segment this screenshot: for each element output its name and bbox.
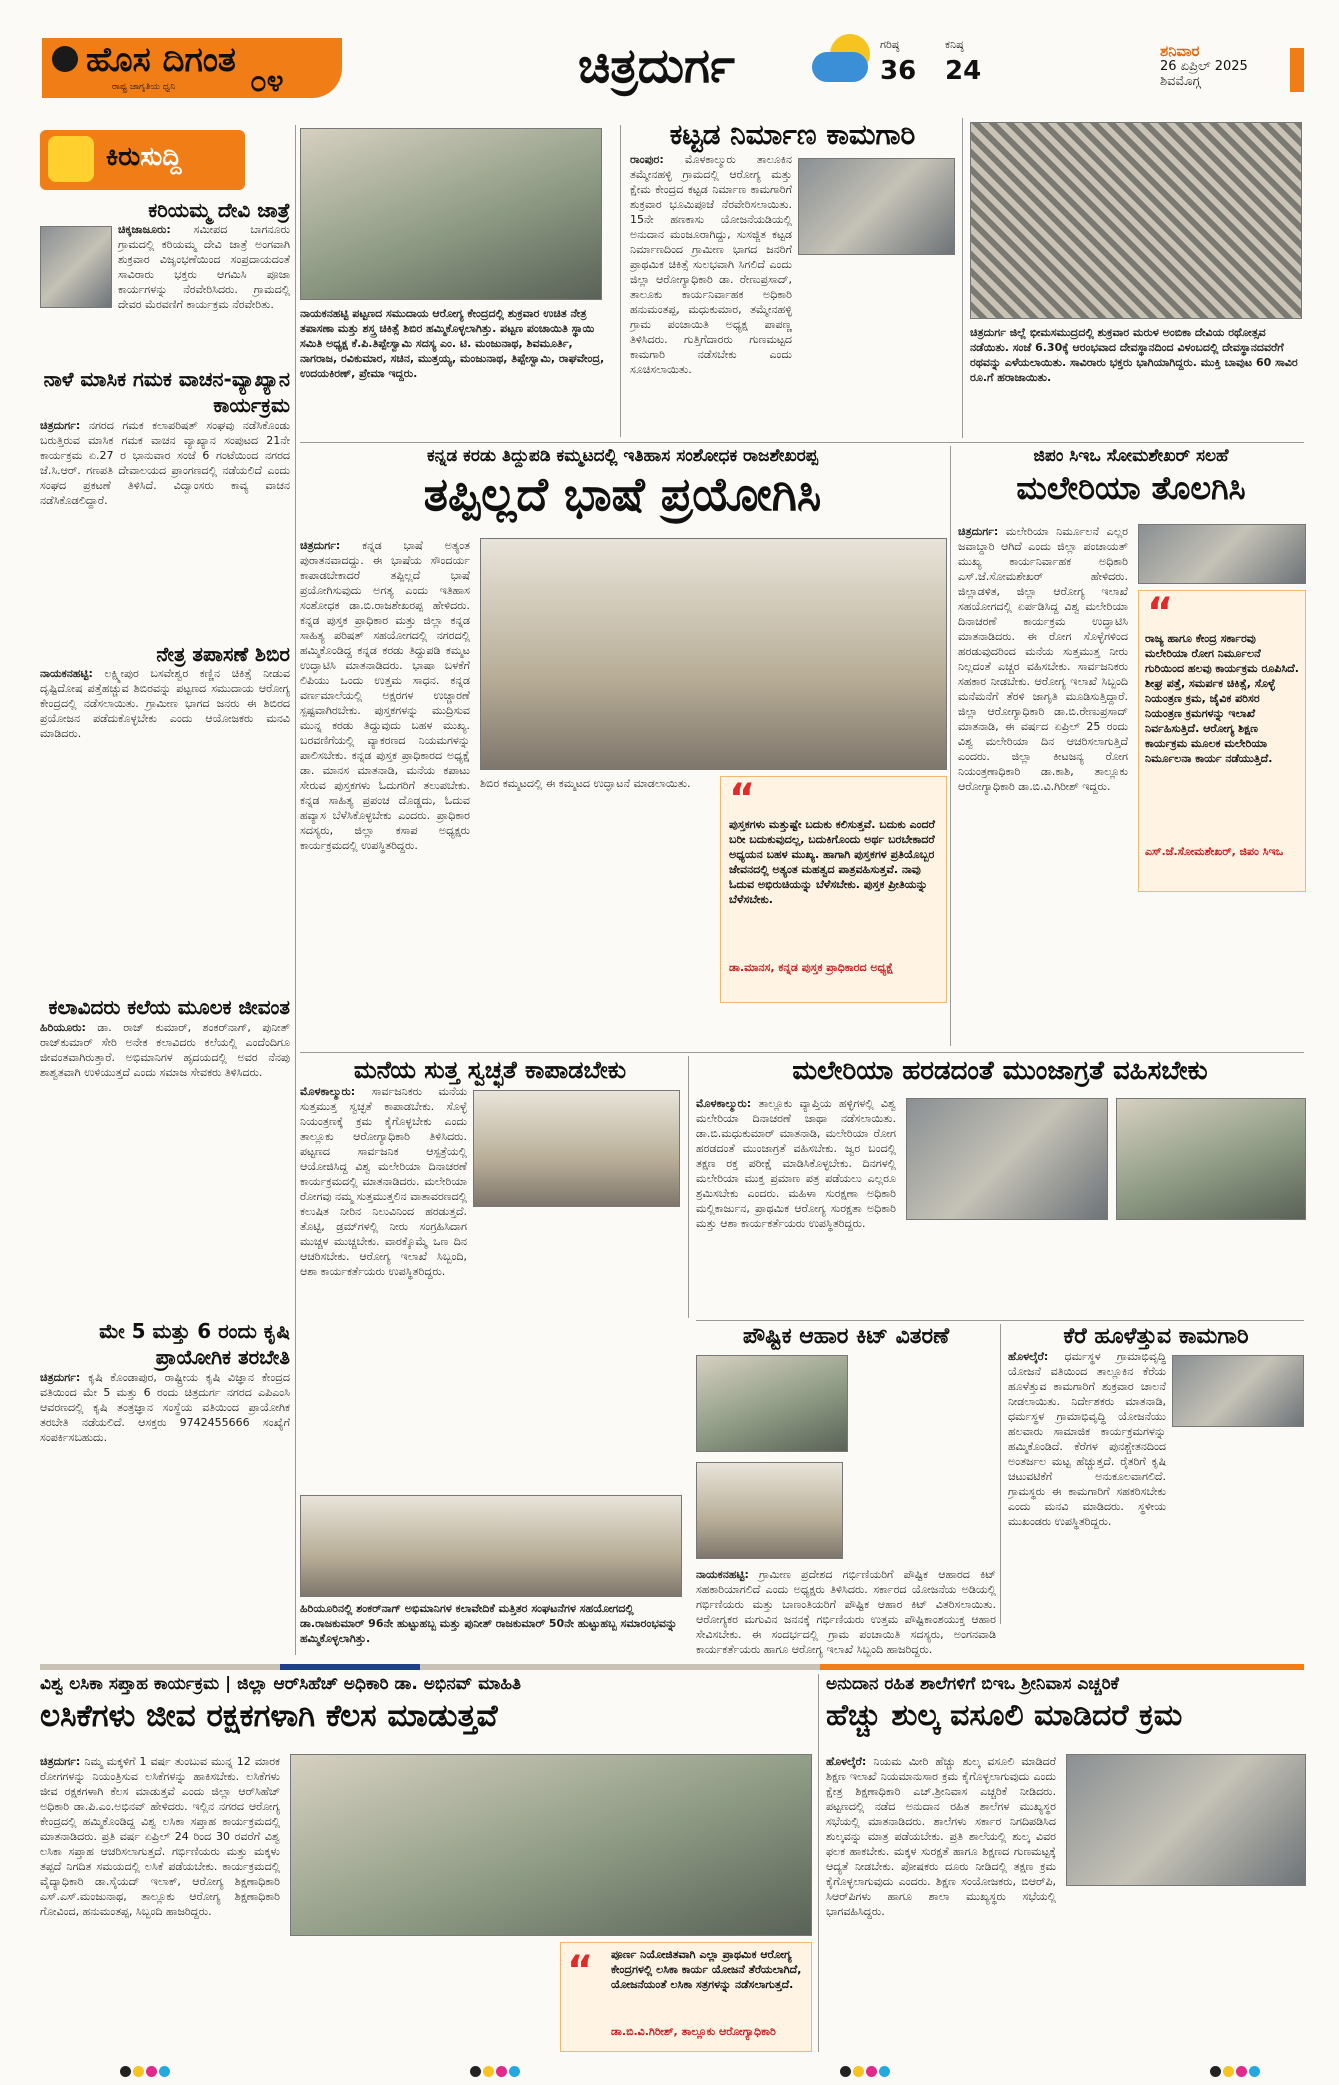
malaria-precaution-body xyxy=(696,1096,896,1316)
malaria-precaution-title: ಮಲೇರಿಯಾ ಹರಡದಂತೆ ಮುಂಜಾಗ್ರತೆ ವಹಿಸಬೇಕು xyxy=(792,1056,1208,1086)
short-news-item xyxy=(40,1318,290,1608)
print-registration-dots xyxy=(120,2062,172,2081)
short-news-item xyxy=(40,366,290,642)
short-news-item xyxy=(40,994,290,1318)
body-text: ಕೃಷಿ ಕೊಂಡಾಪುರ, ರಾಷ್ಟ್ರೀಯ ಕೃಷಿ ವಿಜ್ಞಾನ ಕೇಂದ್ರದ ವತಿಯಿಂದ ಮೇ 5 ಮತ್ತು 6 ರಂದು ಚಿತ್ರದುರ್ಗ ನಗರದ ಎಪಿಎಂಸಿ ಆವರಣದಲ್ಲಿ ಕೃಷಿ ತಂತ್ರಜ್ಞಾನ ಸಂಸ್ಥೆಯ ವತಿಯಿಂದ ಪ್ರಾಯೋಗಿಕ ತರಬೇತಿ ನಡೆಯಲಿದೆ. ಆಸಕ್ತರು 9742455666 ಸಂಖ್ಯೆಗೆ ಸಂಪರ್ಕಿಸಬಹುದು. xyxy=(40,1371,290,1444)
dateline: ಮೊಳಕಾಲ್ಮುರು: xyxy=(696,1097,752,1110)
body-text: ಗ್ರಾಮೀಣ ಪ್ರದೇಶದ ಗರ್ಭಿಣಿಯರಿಗೆ ಪೌಷ್ಟಿಕ ಆಹಾರದ ಕಿಟ್ ಸಹಕಾರಿಯಾಗಲಿದೆ ಎಂದು ಅಧ್ಯಕ್ಷರು ತಿಳಿಸಿದರು. ಸರ್ಕಾರದ ಯೋಜನೆಯ ಅಡಿಯಲ್ಲಿ ಗರ್ಭಿಣಿಯರು ಮತ್ತು ಬಾಣಂತಿಯರಿಗೆ ಪೌಷ್ಟಿಕ ಆಹಾರ ಕಿಟ್ ವಿತರಿಸಲಾಯಿತು. ಆರೋಗ್ಯಕರ ಮಗುವಿನ ಜನನಕ್ಕೆ ಗರ್ಭಿಣಿಯರು ಉತ್ತಮ ಪೌಷ್ಟಿಕಾಂಶಯುಕ್ತ ಆಹಾರ ಸೇವಿಸಬೇಕು. ಈ ಸಂದರ್ಭದಲ್ಲಿ ಗ್ರಾಮ ಪಂಚಾಯಿತಿ ಸದಸ್ಯರು, ಅಂಗನವಾಡಿ ಕಾರ್ಯಕರ್ತೆಯರು ಹಾಗೂ ಆರೋಗ್ಯ ಇಲಾಖೆ ಸಿಬ್ಬಂದಿ ಹಾಜರಿದ್ದರು. xyxy=(696,1568,996,1656)
building-body xyxy=(630,152,792,422)
quote-icon: “ xyxy=(1147,590,1174,636)
building-story xyxy=(630,118,955,436)
short-news-column xyxy=(40,198,290,1608)
body-text: ನಗರದ ಗಮಕ ಕಲಾಪರಿಷತ್ ಸಂಘವು ನಡೆಸಿಕೊಂಡು ಬರುತ್ತಿರುವ ಮಾಸಿಕ ಗಮಕ ವಾಚನ ವ್ಯಾಖ್ಯಾನ ಸಂಪುಟದ 21ನೇ ಕಾರ್ಯಕ್ರಮ ಏ.27 ರ ಭಾನುವಾರ ಸಂಜೆ 6 ಗಂಟೆಯಿಂದ ನಗರದ ಜೆ.ಸಿ.ಆರ್. ಗಣಪತಿ ದೇವಾಲಯದ ಪ್ರಾಂಗಣದಲ್ಲಿ ನಡೆಯಲಿದೆ ಎಂದು ಸಂಘದ ಪ್ರಕಟಣೆ ತಿಳಿಸಿದೆ. ವಿದ್ವಾಂಸರು ಕಾವ್ಯ ವಾಚನ ನಡೆಸಿಕೊಡಲಿದ್ದಾರೆ. xyxy=(40,419,290,507)
lead-story xyxy=(300,446,945,1051)
short-news-body xyxy=(40,1020,290,1284)
brand-part-a: ಕಿರು xyxy=(106,142,141,172)
brand-part-b: ಸುದ್ದಿ xyxy=(140,142,182,172)
dateline: ಹೊಳಲ್ಕೆರೆ: xyxy=(826,1755,867,1768)
dateline: ಚಿತ್ರದುರ್ಗ: xyxy=(40,1755,81,1768)
lake-body xyxy=(1008,1349,1166,1611)
column-divider xyxy=(688,1056,689,1318)
section-accent-blue xyxy=(280,1664,420,1670)
birthday-event-photo xyxy=(300,1495,682,1597)
weekday: ಶನಿವಾರ xyxy=(1160,42,1200,60)
kiru-suddi-banner xyxy=(40,130,245,190)
eye-camp-photo xyxy=(300,128,602,300)
lead-body-col1 xyxy=(300,538,470,1043)
dateline: ನಾಯಕನಹಟ್ಟಿ: xyxy=(40,667,93,680)
quote-icon: “ xyxy=(567,1948,594,1994)
logo-tagline: ರಾಷ್ಟ್ರ ಜಾಗೃತಿಯ ಧ್ವನಿ xyxy=(112,82,176,92)
vaccine-quote-author: ಡಾ.ಬಿ.ವಿ.ಗಿರೀಶ್, ತಾಲ್ಲೂಕು ಆರೋಗ್ಯಾಧಿಕಾರಿ xyxy=(611,2025,776,2038)
column-divider xyxy=(295,125,296,1655)
date: 26 ಏಪ್ರಿಲ್ 2025 xyxy=(1160,59,1248,74)
building-photo xyxy=(798,158,955,255)
min-temp-label: ಕನಿಷ್ಠ xyxy=(945,38,964,51)
logo-emblem-icon xyxy=(52,46,78,72)
vaccine-body-col1 xyxy=(40,1754,280,2049)
lead-quote-author: ಡಾ.ಮಾನಸ, ಕನ್ನಡ ಪುಸ್ತಕ ಪ್ರಾಧಿಕಾರದ ಅಧ್ಯಕ್ಷೆ xyxy=(729,961,894,974)
dateline: ಮೊಳಕಾಲ್ಮುರು: xyxy=(300,1085,356,1098)
body-text: ಮೊಳಕಾಲ್ಮುರು ತಾಲೂಕಿನ ತಮ್ಮೇನಹಳ್ಳಿ ಗ್ರಾಮದಲ್ಲಿ ಆರೋಗ್ಯ ಮತ್ತು ಕ್ಷೇಮ ಕೇಂದ್ರದ ಕಟ್ಟಡ ನಿರ್ಮಾಣ ಕಾಮಗಾರಿಗೆ ಶುಕ್ರವಾರ ಭೂಮಿಪೂಜೆ ನೆರವೇರಿಸಲಾಯಿತು. 15ನೇ ಹಣಕಾಸು ಯೋಜನೆಯಡಿಯಲ್ಲಿ ಅನುದಾನ ಮಂಜೂರಾಗಿದ್ದು, ಸುಸಜ್ಜಿತ ಕಟ್ಟಡ ನಿರ್ಮಾಣದಿಂದ ಗ್ರಾಮೀಣ ಭಾಗದ ಜನರಿಗೆ ಪ್ರಾಥಮಿಕ ಚಿಕಿತ್ಸೆ ಸುಲಭವಾಗಿ ಸಿಗಲಿದೆ ಎಂದು ಜಿಲ್ಲಾ ಆರೋಗ್ಯಾಧಿಕಾರಿ ಡಾ. ರೇಣುಪ್ರಸಾದ್, ತಾಲೂಕು ಕಾರ್ಯನಿರ್ವಾಹಕ ಅಧಿಕಾರಿ ಹನುಮಂತಪ್ಪ, ಮಧುಕುಮಾರ, ತಮ್ಮೇನಹಳ್ಳಿ ಗ್ರಾಮ ಪಂಚಾಯಿತಿ ಅಧ್ಯಕ್ಷ ಪಾಪಣ್ಣ ತಿಳಿಸಿದರು. ಗುತ್ತಿಗೆದಾರರು ಗುಣಮಟ್ಟದ ಕಾಮಗಾರಿ ನಡೆಸಬೇಕು ಎಂದು ಸೂಚಿಸಲಾಯಿತು. xyxy=(630,153,792,376)
eye-camp-story xyxy=(300,128,610,433)
row-divider xyxy=(300,442,1304,443)
body-text: ಸಾರ್ವಜನಿಕರು ಮನೆಯ ಸುತ್ತಮುತ್ತ ಸ್ವಚ್ಛತೆ ಕಾಪಾಡಬೇಕು. ಸೊಳ್ಳೆ ನಿಯಂತ್ರಣಕ್ಕೆ ಕ್ರಮ ಕೈಗೊಳ್ಳಬೇಕು ಎಂದು ತಾಲ್ಲೂಕು ಆರೋಗ್ಯಾಧಿಕಾರಿ ತಿಳಿಸಿದರು. ಪಟ್ಟಣದ ಸಾರ್ವಜನಿಕ ಆಸ್ಪತ್ರೆಯಲ್ಲಿ ಆಯೋಜಿಸಿದ್ದ ವಿಶ್ವ ಮಲೇರಿಯಾ ದಿನಾಚರಣೆ ಕಾರ್ಯಕ್ರಮದಲ್ಲಿ ಮಾತನಾಡಿದರು. ಮಲೇರಿಯಾ ರೋಗವು ನಮ್ಮ ಸುತ್ತಮುತ್ತಲಿನ ವಾತಾವರಣದಲ್ಲಿ ಕಲುಷಿತ ನೀರಿನ ನಿಲುವಿನಿಂದ ಹರಡುತ್ತದೆ. ತೊಟ್ಟಿ, ಡ್ರಮ್‌ಗಳಲ್ಲಿ ನೀರು ಸಂಗ್ರಹಿಸಿದಾಗ ಮುಚ್ಚಳ ಮುಚ್ಚಬೇಕು. ವಾರಕ್ಕೊಮ್ಮೆ ಒಣ ದಿನ ಆಚರಿಸಬೇಕು. ಆರೋಗ್ಯ ಇಲಾಖೆ ಸಿಬ್ಬಂದಿ, ಆಶಾ ಕಾರ್ಯಕರ್ತೆಯರು ಉಪಸ್ಥಿತರಿದ್ದರು. xyxy=(300,1085,467,1278)
building-title: ಕಟ್ಟಡ ನಿರ್ಮಾಣ ಕಾಮಗಾರಿ xyxy=(669,118,916,151)
chariot-story xyxy=(970,122,1300,437)
newspaper-logo xyxy=(42,38,342,98)
vaccine-title: ಲಸಿಕೆಗಳು ಜೀವ ರಕ್ಷಕಗಳಾಗಿ ಕೆಲಸ ಮಾಡುತ್ತವೆ xyxy=(40,1698,498,1734)
dateline: ನಾಯಕನಹಟ್ಟಿ: xyxy=(696,1568,749,1581)
short-news-title: ಕರಿಯಮ್ಮ ದೇವಿ ಜಾತ್ರೆ xyxy=(148,198,290,222)
clean-story xyxy=(300,1056,680,1488)
dateline: ಚಿಕ್ಕಜಾಜೂರು: xyxy=(118,223,171,236)
body-text: ಡಾ. ರಾಜ್ ಕುಮಾರ್, ಶಂಕರ್‌ನಾಗ್, ಪುನೀತ್ ರಾಜ್‌ಕುಮಾರ್ ಸೇರಿ ಅನೇಕ ಕಲಾವಿದರು ಕಲೆಯಲ್ಲಿ ಎಂದೆಂದಿಗೂ ಜೀವಂತವಾಗಿರುತ್ತಾರೆ. ಅಭಿಮಾನಿಗಳ ಹೃದಯದಲ್ಲಿ ಅವರ ನೆನಪು ಶಾಶ್ವತವಾಗಿ ಉಳಿಯುತ್ತದೆ ಎಂದು ಸಮಾಜ ಸೇವಕರು ತಿಳಿಸಿದರು. xyxy=(40,1021,290,1079)
cloud-icon xyxy=(812,52,868,82)
masthead xyxy=(0,0,1339,120)
body-text: ಮಲೇರಿಯಾ ನಿರ್ಮೂಲನೆ ಎಲ್ಲರ ಜವಾಬ್ದಾರಿ ಆಗಿದೆ ಎಂದು ಜಿಲ್ಲಾ ಪಂಚಾಯತ್ ಮುಖ್ಯ ಕಾರ್ಯನಿರ್ವಾಹಕ ಅಧಿಕಾರಿ ಎಸ್.ಜೆ.ಸೋಮಶೇಖರ್ ಹೇಳಿದರು. ಜಿಲ್ಲಾಡಳಿತ, ಜಿಲ್ಲಾ ಆರೋಗ್ಯ ಇಲಾಖೆ ಸಹಯೋಗದಲ್ಲಿ ಏರ್ಪಡಿಸಿದ್ದ ವಿಶ್ವ ಮಲೇರಿಯಾ ದಿನಾಚರಣೆ ಕಾರ್ಯಕ್ರಮ ಉದ್ಘಾಟಿಸಿ ಮಾತನಾಡಿದರು. ಈ ರೋಗ ಸೊಳ್ಳೆಗಳಿಂದ ಹರಡುವುದರಿಂದ ಮನೆಯ ಸುತ್ತಮುತ್ತ ನೀರು ನಿಲ್ಲದಂತೆ ಎಚ್ಚರ ವಹಿಸಬೇಕು. ಸಾರ್ವಜನಿಕರು ಸಹಕಾರ ನೀಡಬೇಕು. ಆರೋಗ್ಯ ಇಲಾಖೆ ಸಿಬ್ಬಂದಿ ಮನೆಮನೆಗೆ ತೆರಳಿ ಜಾಗೃತಿ ಮೂಡಿಸುತ್ತಿದ್ದಾರೆ. ಜಿಲ್ಲಾ ಆರೋಗ್ಯಾಧಿಕಾರಿ ಡಾ.ಬಿ.ರೇಣುಪ್ರಸಾದ್ ಮಾತನಾಡಿ, ಈ ವರ್ಷದ ಏಪ್ರಿಲ್ 25 ರಂದು ವಿಶ್ವ ಮಲೇರಿಯಾ ದಿನ ಆಚರಿಸಲಾಗುತ್ತಿದೆ ಎಂದರು. ಜಿಲ್ಲಾ ಕೀಟಜನ್ಯ ರೋಗ ನಿಯಂತ್ರಣಾಧಿಕಾರಿ ಡಾ.ಕಾಶಿ, ತಾಲ್ಲೂಕು ಆರೋಗ್ಯಾಧಿಕಾರಿ ಡಾ.ಬಿ.ವಿ.ಗಿರೀಶ್ ಇದ್ದರು. xyxy=(958,525,1128,793)
nutrition-photo-2 xyxy=(696,1462,843,1559)
malaria-awareness-photo xyxy=(1116,1098,1306,1220)
lead-kicker: ಕನ್ನಡ ಕರಡು ತಿದ್ದುಪಡಿ ಕಮ್ಮಟದಲ್ಲಿ ಇತಿಹಾಸ ಸಂಶೋಧಕ ರಾಜಶೇಖರಪ್ಪ xyxy=(427,446,818,466)
dateline: ಚಿತ್ರದುರ್ಗ: xyxy=(958,525,999,538)
column-divider xyxy=(950,446,951,1046)
malaria-rally-photo xyxy=(906,1098,1108,1220)
lead-title: ತಪ್ಪಿಲ್ಲದೆ ಭಾಷೆ ಪ್ರಯೋಗಿಸಿ xyxy=(423,467,822,521)
short-news-title: ಕಲಾವಿದರು ಕಲೆಯ ಮೂಲಕ ಜೀವಂತ xyxy=(48,995,290,1019)
section-accent-orange xyxy=(820,1664,1304,1670)
malaria-precaution-story xyxy=(696,1056,1304,1318)
lake-title: ಕೆರೆ ಹೂಳೆತ್ತುವ ಕಾಮಗಾರಿ xyxy=(1063,1324,1249,1349)
malaria-quote: ರಾಜ್ಯ ಹಾಗೂ ಕೇಂದ್ರ ಸರ್ಕಾರವು ಮಲೇರಿಯಾ ರೋಗ ನಿರ್ಮೂಲನೆ ಗುರಿಯಿಂದ ಹಲವು ಕಾರ್ಯಕ್ರಮ ರೂಪಿಸಿದೆ. ಶೀಘ್ರ ಪತ್ತೆ, ಸಮರ್ಪಕ ಚಿಕಿತ್ಸೆ, ಸೊಳ್ಳೆ ನಿಯಂತ್ರಣ ಕ್ರಮ, ಜೈವಿಕ ಪರಿಸರ ನಿಯಂತ್ರಣ ಕ್ರಮಗಳನ್ನು ಇಲಾಖೆ ನಿರ್ವಹಿಸುತ್ತಿದೆ. ಆರೋಗ್ಯ ಶಿಕ್ಷಣ ಕಾರ್ಯಕ್ರಮ ಮೂಲಕ ಮಲೇರಿಯಾ ನಿರ್ಮೂಲನಾ ಕಾರ್ಯ ನಡೆಯುತ್ತಿದೆ. xyxy=(1145,632,1299,765)
date-block xyxy=(1160,44,1248,89)
body-text: ತಾಲ್ಲೂಕು ವ್ಯಾಪ್ತಿಯ ಹಳ್ಳಿಗಳಲ್ಲಿ ವಿಶ್ವ ಮಲೇರಿಯಾ ದಿನಾಚರಣೆ ಜಾಥಾ ನಡೆಸಲಾಯಿತು. ಡಾ.ಬಿ.ಮಧುಕುಮಾರ್ ಮಾತನಾಡಿ, ಮಲೇರಿಯಾ ರೋಗ ಹರಡದಂತೆ ಮುಂಜಾಗ್ರತೆ ವಹಿಸಬೇಕು. ಜ್ವರ ಬಂದಲ್ಲಿ ತಕ್ಷಣ ರಕ್ತ ಪರೀಕ್ಷೆ ಮಾಡಿಸಿಕೊಳ್ಳಬೇಕು. ದಿನಗಳಲ್ಲಿ ಮಲೇರಿಯಾ ಮುಕ್ತ ಪ್ರಮಾಣ ಪತ್ರ ಪಡೆಯಲು ಎಲ್ಲರೂ ಶ್ರಮಿಸಬೇಕು ಎಂದರು. ಮಹಿಳಾ ಸುರಕ್ಷಣಾ ಅಧಿಕಾರಿ ಮಲ್ಲಿಕಾರ್ಜುನ, ಪ್ರಾಥಮಿಕ ಆರೋಗ್ಯ ಸುರಕ್ಷತಾ ಅಧಿಕಾರಿ ಮತ್ತು ಆಶಾ ಕಾರ್ಯಕರ್ತೆಯರು ಉಪಸ್ಥಿತರಿದ್ದರು. xyxy=(696,1097,896,1230)
edition-city: ಚಿತ್ರದುರ್ಗ xyxy=(578,38,735,94)
chariot-caption: ಚಿತ್ರದುರ್ಗ ಜಿಲ್ಲೆ ಭೀಮಸಮುದ್ರದಲ್ಲಿ ಶುಕ್ರವಾರ ಮರುಳ ಅಂಬಿಕಾ ದೇವಿಯ ರಥೋತ್ಸವ ನಡೆಯಿತು. ಸಂಜೆ 6.30ಕ್ಕೆ ಆರಂಭವಾದ ದೇವಸ್ಥಾನದಿಂದ ವಿಳಂಬದಲ್ಲಿ ದೇವಸ್ಥಾನದವರೆಗೆ ರಥವನ್ನು ಎಳೆಯಲಾಯಿತು. ಸಾವಿರಾರು ಭಕ್ತರು ಭಾಗಿಯಾಗಿದ್ದರು. ಮುಕ್ತಿ ಬಾವುಟ 60 ಸಾವಿರ ರೂ.ಗೆ ಹರಾಜಾಯಿತು. xyxy=(970,326,1298,384)
page-number: ೦೪ xyxy=(250,64,284,99)
body-text: ನಿಯಮ ಮೀರಿ ಹೆಚ್ಚು ಶುಲ್ಕ ವಸೂಲಿ ಮಾಡಿದರೆ ಶಿಕ್ಷಣ ಇಲಾಖೆ ನಿಯಮಾನುಸಾರ ಕ್ರಮ ಕೈಗೊಳ್ಳಲಾಗುವುದು ಎಂದು ಕ್ಷೇತ್ರ ಶಿಕ್ಷಣಾಧಿಕಾರಿ ಎಚ್.ಶ್ರೀನಿವಾಸ ಎಚ್ಚರಿಕೆ ನೀಡಿದರು. ಪಟ್ಟಣದಲ್ಲಿ ನಡೆದ ಅನುದಾನ ರಹಿತ ಶಾಲೆಗಳ ಮುಖ್ಯಸ್ಥರ ಸಭೆಯಲ್ಲಿ ಮಾತನಾಡಿದರು. ಶಾಲೆಗಳು ಸರ್ಕಾರ ನಿಗದಿಪಡಿಸಿದ ಶುಲ್ಕವನ್ನು ಮಾತ್ರ ಪಡೆಯಬೇಕು. ಪ್ರತಿ ಶಾಲೆಯಲ್ಲಿ ಶುಲ್ಕ ವಿವರ ಫಲಕ ಹಾಕಬೇಕು. ಮಕ್ಕಳ ಸುರಕ್ಷತೆ ಹಾಗೂ ಶಿಕ್ಷಣದ ಗುಣಮಟ್ಟಕ್ಕೆ ಆದ್ಯತೆ ನೀಡಬೇಕು. ಪೋಷಕರು ದೂರು ನೀಡಿದಲ್ಲಿ ತಕ್ಷಣ ಕ್ರಮ ಕೈಗೊಳ್ಳಲಾಗುವುದು ಎಂದರು. ಶಿಕ್ಷಣ ಸಂಯೋಜಕರು, ಬಿಆರ್‌ಪಿ, ಸಿಆರ್‌ಪಿಗಳು ಹಾಗೂ ಶಾಲಾ ಮುಖ್ಯಸ್ಥರು ಸಭೆಯಲ್ಲಿ ಭಾಗವಹಿಸಿದ್ದರು. xyxy=(826,1755,1056,1918)
clean-title: ಮನೆಯ ಸುತ್ತ ಸ್ವಚ್ಛತೆ ಕಾಪಾಡಬೇಕು xyxy=(353,1056,627,1084)
body-text: ಸಮೀಪದ ಬಾಗನೂರು ಗ್ರಾಮದಲ್ಲಿ ಕರಿಯಮ್ಮ ದೇವಿ ಜಾತ್ರೆ ಅಂಗವಾಗಿ ಶುಕ್ರವಾರ ವಿಜೃಂಭಣೆಯಿಂದ ಸಂಪ್ರದಾಯದಂತೆ ಸಾವಿರಾರು ಭಕ್ತರು ಆಗಮಿಸಿ ಪೂಜಾ ಕಾರ್ಯಗಳನ್ನು ನೆರವೇರಿಸಿದರು. ಗ್ರಾಮದಲ್ಲಿ ದೇವರ ಮೆರವಣಿಗೆ ಕಾರ್ಯಕ್ರಮ ನೆರವೇರಿತು. xyxy=(118,223,290,311)
vaccine-story xyxy=(40,1674,810,2052)
malaria-quote-author: ಎಸ್.ಜೆ.ಸೋಮಶೇಖರ್, ಜಿಪಂ ಸಿಇಒ xyxy=(1145,845,1284,858)
body-text: ಲಕ್ಷ್ಮೀಪುರ ಬಸವೇಶ್ವರ ಕಣ್ಣಿನ ಚಿಕಿತ್ಸೆ ನೀಡುವ ದೃಷ್ಟಿದೋಷ ಪತ್ತೆಹಚ್ಚುವ ಶಿಬಿರವನ್ನು ಪಟ್ಟಣದ ಸಮುದಾಯ ಆರೋಗ್ಯ ಕೇಂದ್ರದಲ್ಲಿ ನಡೆಸಲಾಯಿತು. ಗ್ರಾಮೀಣ ಭಾಗದ ಜನರು ಈ ಶಿಬಿರದ ಪ್ರಯೋಜನ ಪಡೆದುಕೊಳ್ಳಬೇಕು ಎಂದು ಆಯೋಜಕರು ಮನವಿ ಮಾಡಿದರು. xyxy=(40,667,290,740)
column-divider xyxy=(818,1674,819,2052)
vaccine-kicker: ವಿಶ್ವ ಲಸಿಕಾ ಸಪ್ತಾಹ ಕಾರ್ಯಕ್ರಮ | ಜಿಲ್ಲಾ ಆರ್‌ಸಿಹೆಚ್ ಅಧಿಕಾರಿ ಡಾ. ಅಭಿನವ್ ಮಾಹಿತಿ xyxy=(40,1674,522,1694)
logo-text: ಹೊಸ ದಿಗಂತ xyxy=(86,40,236,80)
nutrition-title: ಪೌಷ್ಟಿಕ ಆಹಾರ ಕಿಟ್ ವಿತರಣೆ xyxy=(742,1324,950,1349)
dateline: ರಾಂಪುರ: xyxy=(630,153,664,166)
fees-kicker: ಅನುದಾನ ರಹಿತ ಶಾಲೆಗಳಿಗೆ ಬಿಇಒ ಶ್ರೀನಿವಾಸ ಎಚ್ಚರಿಕೆ xyxy=(826,1674,1119,1694)
school-meeting-photo xyxy=(1066,1754,1306,1886)
short-news-title: ಮೇ 5 ಮತ್ತು 6 ರಂದು ಕೃಷಿ ಪ್ರಾಯೋಗಿಕ ತರಬೇತಿ xyxy=(99,1319,290,1369)
chariot-festival-photo xyxy=(970,122,1302,319)
body-text: ನಿಮ್ಮ ಮಕ್ಕಳಿಗೆ 1 ವರ್ಷ ತುಂಬುವ ಮುನ್ನ 12 ಮಾರಕ ರೋಗಗಳನ್ನು ನಿಯಂತ್ರಿಸುವ ಲಸಿಕೆಗಳನ್ನು ಹಾಕಿಸಬೇಕು. ಲಸಿಕೆಗಳು ಜೀವ ರಕ್ಷಕಗಳಾಗಿ ಕೆಲಸ ಮಾಡುತ್ತವೆ ಎಂದು ಜಿಲ್ಲಾ ಆರ್‌ಸಿಹೆಚ್ ಅಧಿಕಾರಿ ಡಾ.ಪಿ.ಎಂ.ಅಭಿನವ್ ಹೇಳಿದರು. ಇಲ್ಲಿನ ನಗರದ ಆರೋಗ್ಯ ಕೇಂದ್ರದಲ್ಲಿ ಹಮ್ಮಿಕೊಂಡಿದ್ದ ವಿಶ್ವ ಲಸಿಕಾ ಸಪ್ತಾಹ ಕಾರ್ಯಕ್ರಮದಲ್ಲಿ ಮಾತನಾಡಿದರು. ಪ್ರತಿ ವರ್ಷ ಏಪ್ರಿಲ್ 24 ರಿಂದ 30 ರವರೆಗೆ ವಿಶ್ವ ಲಸಿಕಾ ಸಪ್ತಾಹ ಆಚರಿಸಲಾಗುತ್ತದೆ. ಗರ್ಭಿಣಿಯರು ಮತ್ತು ಮಕ್ಕಳು ತಪ್ಪದೆ ನಿಗದಿತ ಸಮಯದಲ್ಲಿ ಲಸಿಕೆ ಪಡೆಯಬೇಕು. ಕಾರ್ಯಕ್ರಮದಲ್ಲಿ ವೈದ್ಯಾಧಿಕಾರಿ ಡಾ.ಸೈಯದ್ ಇಲಾಕ್, ಆರೋಗ್ಯ ಶಿಕ್ಷಣಾಧಿಕಾರಿ ಎಸ್.ಎಸ್.ಮಂಜುನಾಥ, ತಾಲ್ಲೂಕು ಆರೋಗ್ಯ ಶಿಕ್ಷಣಾಧಿಕಾರಿ ಗೋವಿಂದ, ಹನುಮಂತಪ್ಪ, ಸಿಬ್ಬಂದಿ ಹಾಜರಿದ್ದರು. xyxy=(40,1755,280,1918)
short-news-body xyxy=(40,418,290,608)
short-news-body xyxy=(118,222,290,350)
section-divider-bar xyxy=(40,1664,820,1670)
column-divider xyxy=(962,118,963,438)
max-temp: 36 xyxy=(880,56,917,86)
max-temp-label: ಗರಿಷ್ಠ xyxy=(880,38,900,51)
vaccine-week-photo xyxy=(290,1754,812,1936)
malaria-title: ಮಲೇರಿಯಾ ತೊಲಗಿಸಿ xyxy=(1016,469,1246,507)
vaccine-quote: ಪೂರ್ಣ ನಿಯೋಜಿತವಾಗಿ ಎಲ್ಲಾ ಪ್ರಾಥಮಿಕ ಆರೋಗ್ಯ ಕೇಂದ್ರಗಳಲ್ಲಿ ಲಸಿಕಾ ಕಾರ್ಯ ಯೋಜನೆ ತೆರೆಯಲಾಗಿದೆ, ಯೋಜನೆಯಂತೆ ಲಸಿಕಾ ಸತ್ರಗಳನ್ನು ನಡೆಸಲಾಗುತ್ತದೆ. xyxy=(611,1948,802,1991)
short-news-item xyxy=(40,642,290,994)
dateline: ಹಿರಿಯೂರು: xyxy=(40,1021,86,1034)
short-news-title: ನೇತ್ರ ತಪಾಸಣೆ ಶಿಬಿರ xyxy=(156,642,290,666)
eye-camp-caption: ನಾಯಕನಹಟ್ಟಿ ಪಟ್ಟಣದ ಸಮುದಾಯ ಆರೋಗ್ಯ ಕೇಂದ್ರದಲ್ಲಿ ಶುಕ್ರವಾರ ಉಚಿತ ನೇತ್ರ ತಪಾಸಣಾ ಮತ್ತು ಶಸ್ತ್ರ ಚಿಕಿತ್ಸೆ ಶಿಬಿರ ಹಮ್ಮಿಕೊಳ್ಳಲಾಗಿತ್ತು. ಪಟ್ಟಣ ಪಂಚಾಯಿತಿ ಸ್ಥಾಯಿ ಸಮಿತಿ ಅಧ್ಯಕ್ಷ ಕೆ.ಪಿ.ತಿಪ್ಪೇಸ್ವಾಮಿ ಸದಸ್ಯ ಎಂ. ಟಿ. ಮಂಜುನಾಥ, ಶಿವಮೂರ್ತಿ, ನಾಗರಾಜ, ರವಿಕುಮಾರ, ಸಚಿನ, ಮುತ್ತಯ್ಯ, ಮಂಜುನಾಥ, ತಿಪ್ಪೇಸ್ವಾಮಿ, ರಾಘವೇಂದ್ರ, ಉದಯಕಿರಣ್, ಪ್ರೇಮಾ ಇದ್ದರು. xyxy=(300,307,605,380)
column-divider xyxy=(620,125,621,437)
short-news-item xyxy=(40,198,290,366)
corner-strip xyxy=(1290,48,1304,92)
lead-quote: ಪುಸ್ತಕಗಳು ಮತ್ತುಷ್ಟೇ ಬದುಕು ಕಲಿಸುತ್ತವೆ. ಬದುಕು ಎಂದರೆ ಬರೀ ಬದುಕುವುದಲ್ಲ, ಬದುಕಿಗೊಂದು ಅರ್ಥ ಬರಬೇಕಾದರೆ ಅಧ್ಯಯನ ಬಹಳ ಮುಖ್ಯ. ಹಾಗಾಗಿ ಪುಸ್ತಕಗಳ ಪ್ರತಿಯೊಬ್ಬರ ಜೇವನದಲ್ಲಿ ಅತ್ಯಂತ ಮಹತ್ವದ ಪಾತ್ರವಹಿಸುತ್ತವೆ. ನಾವು ಓದುವ ಅಭಿರುಚಿಯನ್ನು ಬೆಳೆಸಬೇಕು. ಪುಸ್ತಕ ಪ್ರೀತಿಯನ್ನು ಬೆಳೆಸಬೇಕು. xyxy=(729,818,935,906)
lead-quote-box xyxy=(720,776,947,1003)
lake-photo xyxy=(1172,1355,1304,1427)
birthday-event-caption: ಹಿರಿಯೂರಿನಲ್ಲಿ ಶಂಕರ್‌ನಾಗ್ ಅಭಿಮಾನಿಗಳ ಕಲಾವೇದಿಕೆ ಮತ್ತಿತರ ಸಂಘಟನೆಗಳ ಸಹಯೋಗದಲ್ಲಿ ಡಾ.ರಾಜಕುಮಾರ್ 96ನೇ ಹುಟ್ಟುಹಬ್ಬ ಮತ್ತು ಪುನೀತ್ ರಾಜಕುಮಾರ್ 50ನೇ ಹುಟ್ಟುಹಬ್ಬ ಸಮಾರಂಭವನ್ನು ಹಮ್ಮಿಕೊಳ್ಳಲಾಗಿತ್ತು. xyxy=(300,1602,678,1645)
column-divider xyxy=(1000,1324,1001,1624)
fees-story xyxy=(826,1674,1304,2052)
malaria-body xyxy=(958,524,1128,1039)
row-divider xyxy=(300,1052,1304,1053)
malaria-kicker: ಜಿಪಂ ಸಿಇಒ ಸೋಮಶೇಖರ್ ಸಲಹೆ xyxy=(1033,446,1229,466)
kiru-suddi-title xyxy=(106,142,181,173)
fees-title: ಹೆಚ್ಚು ಶುಲ್ಕ ವಸೂಲಿ ಮಾಡಿದರೆ ಕ್ರಮ xyxy=(826,1698,1183,1733)
body-text: ಧರ್ಮಸ್ಥಳ ಗ್ರಾಮಾಭಿವೃದ್ಧಿ ಯೋಜನೆ ವತಿಯಿಂದ ತಾಲ್ಲೂಕಿನ ಕೆರೆಯ ಹೂಳೆತ್ತುವ ಕಾಮಗಾರಿಗೆ ಶುಕ್ರವಾರ ಚಾಲನೆ ನೀಡಲಾಯಿತು. ನಿರ್ದೇಶಕರು ಮಾತನಾಡಿ, ಧರ್ಮಸ್ಥಳ ಗ್ರಾಮಾಭಿವೃದ್ಧಿ ಯೋಜನೆಯು ಹಲವಾರು ಸಾಮಾಜಿಕ ಕಾರ್ಯಕ್ರಮಗಳನ್ನು ಹಮ್ಮಿಕೊಂಡಿದೆ. ಕೆರೆಗಳ ಪುನಶ್ಚೇತನದಿಂದ ಅಂತರ್ಜಲ ಮಟ್ಟ ಹೆಚ್ಚುತ್ತದೆ. ರೈತರಿಗೆ ಕೃಷಿ ಚಟುವಟಿಕೆಗೆ ಅನುಕೂಲವಾಗಲಿದೆ. ಗ್ರಾಮಸ್ಥರು ಈ ಕಾಮಗಾರಿಗೆ ಸಹಕರಿಸಬೇಕು ಎಂದು ಮನವಿ ಮಾಡಿದರು. ಸ್ಥಳೀಯ ಮುಖಂಡರು ಉಪಸ್ಥಿತರಿದ್ದರು. xyxy=(1008,1350,1166,1528)
place: ಶಿವಮೊಗ್ಗ xyxy=(1160,74,1201,89)
dateline: ಚಿತ್ರದುರ್ಗ: xyxy=(300,539,341,552)
short-news-body xyxy=(40,1370,290,1602)
quote-icon: “ xyxy=(729,776,756,822)
dateline: ಚಿತ್ರದುರ್ಗ: xyxy=(40,1371,81,1384)
short-news-body xyxy=(40,666,290,986)
body-text: ಕನ್ನಡ ಭಾಷೆ ಅತ್ಯಂತ ಪುರಾತನವಾದದ್ದು. ಈ ಭಾಷೆಯ ಸೌಂದರ್ಯ ಕಾಪಾಡಬೇಕಾದರೆ ತಪ್ಪಿಲ್ಲದೆ ಭಾಷೆ ಪ್ರಯೋಗಿಸುವುದು ಅಗತ್ಯ ಎಂದು ಇತಿಹಾಸ ಸಂಶೋಧಕ ಡಾ.ಬಿ.ರಾಜಶೇಖರಪ್ಪ ಹೇಳಿದರು. ಕನ್ನಡ ಪುಸ್ತಕ ಪ್ರಾಧಿಕಾರ ಮತ್ತು ಜಿಲ್ಲಾ ಕನ್ನಡ ಸಾಹಿತ್ಯ ಪರಿಷತ್ ಸಹಯೋಗದಲ್ಲಿ ನಗರದಲ್ಲಿ ಹಮ್ಮಿಕೊಂಡಿದ್ದ ಕನ್ನಡ ಕರಡು ತಿದ್ದುಪಡಿ ಕಮ್ಮಟ ಉದ್ಘಾಟಿಸಿ ಮಾತನಾಡಿದರು. ಭಾಷಾ ಬಳಕೆಗೆ ಲಿಪಿಯು ಒಂದು ಉತ್ತಮ ಸಾಧನ. ಕನ್ನಡ ವರ್ಣಮಾಲೆಯಲ್ಲಿ ಅಕ್ಷರಗಳ ಉಚ್ಚಾರಣೆ ಸ್ಪಷ್ಟವಾಗಿರಬೇಕು. ಪುಸ್ತಕಗಳನ್ನು ಮುದ್ರಿಸುವ ಮುನ್ನ ಕರಡು ತಿದ್ದುವುದು ಬಹಳ ಮುಖ್ಯ. ಬರವಣಿಗೆಯಲ್ಲಿ ವ್ಯಾಕರಣದ ನಿಯಮಗಳನ್ನು ಪಾಲಿಸಬೇಕು. ಕನ್ನಡ ಪುಸ್ತಕ ಪ್ರಾಧಿಕಾರದ ಅಧ್ಯಕ್ಷೆ ಡಾ. ಮಾನಸ ಮಾತನಾಡಿ, ಮನೆಯ ಕಪಾಟು ಸೇರುವ ಪುಸ್ತಕಗಳು ಓದುಗರಿಗೆ ತಲುಪಬೇಕು. ಕನ್ನಡ ಸಾಹಿತ್ಯ ಪ್ರಪಂಚ ದೊಡ್ಡದು, ಓದುವ ಹವ್ಯಾಸ ಬೆಳೆಸಿಕೊಳ್ಳಬೇಕು ಎಂದರು. ಪ್ರಾಧಿಕಾರ ಸದಸ್ಯರು, ಜಿಲ್ಲಾ ಕಸಾಪ ಅಧ್ಯಕ್ಷರು ಕಾರ್ಯಕ್ರಮದಲ್ಲಿ ಉಪಸ್ಥಿತರಿದ್ದರು. xyxy=(300,539,470,852)
print-registration-dots xyxy=(840,2062,892,2081)
fees-body xyxy=(826,1754,1056,2049)
vaccine-quote-box xyxy=(560,1942,812,2052)
clean-body xyxy=(300,1084,467,1479)
lake-story xyxy=(1008,1324,1304,1624)
print-registration-dots xyxy=(1210,2062,1262,2081)
row-divider xyxy=(696,1320,1304,1321)
malaria-quote-box xyxy=(1138,590,1306,892)
nutrition-story xyxy=(696,1324,996,1656)
temple-photo xyxy=(40,226,112,308)
malaria-story xyxy=(958,446,1304,1046)
short-news-title: ನಾಳೆ ಮಾಸಿಕ ಗಮಕ ವಾಚನ-ವ್ಯಾಖ್ಯಾನ ಕಾರ್ಯಕ್ರಮ xyxy=(43,367,290,417)
clean-photo xyxy=(473,1090,680,1207)
min-temp: 24 xyxy=(945,56,982,86)
workshop-photo xyxy=(480,538,947,770)
hand-icon xyxy=(48,136,94,182)
print-registration-dots xyxy=(470,2062,522,2081)
malaria-photo xyxy=(1138,524,1306,584)
cinema-story xyxy=(300,1495,688,1655)
nutrition-photo-1 xyxy=(696,1355,848,1452)
dateline: ಚಿತ್ರದುರ್ಗ: xyxy=(40,419,81,432)
lead-photo-caption: ಶಿಬಿರ ಕಮ್ಮಟದಲ್ಲಿ ಈ ಕಮ್ಮಟದ ಉದ್ಘಾಟನೆ ಮಾಡಲಾಯಿತು. xyxy=(480,777,691,790)
dateline: ಹೊಳಲ್ಕೆರೆ: xyxy=(1008,1350,1049,1363)
